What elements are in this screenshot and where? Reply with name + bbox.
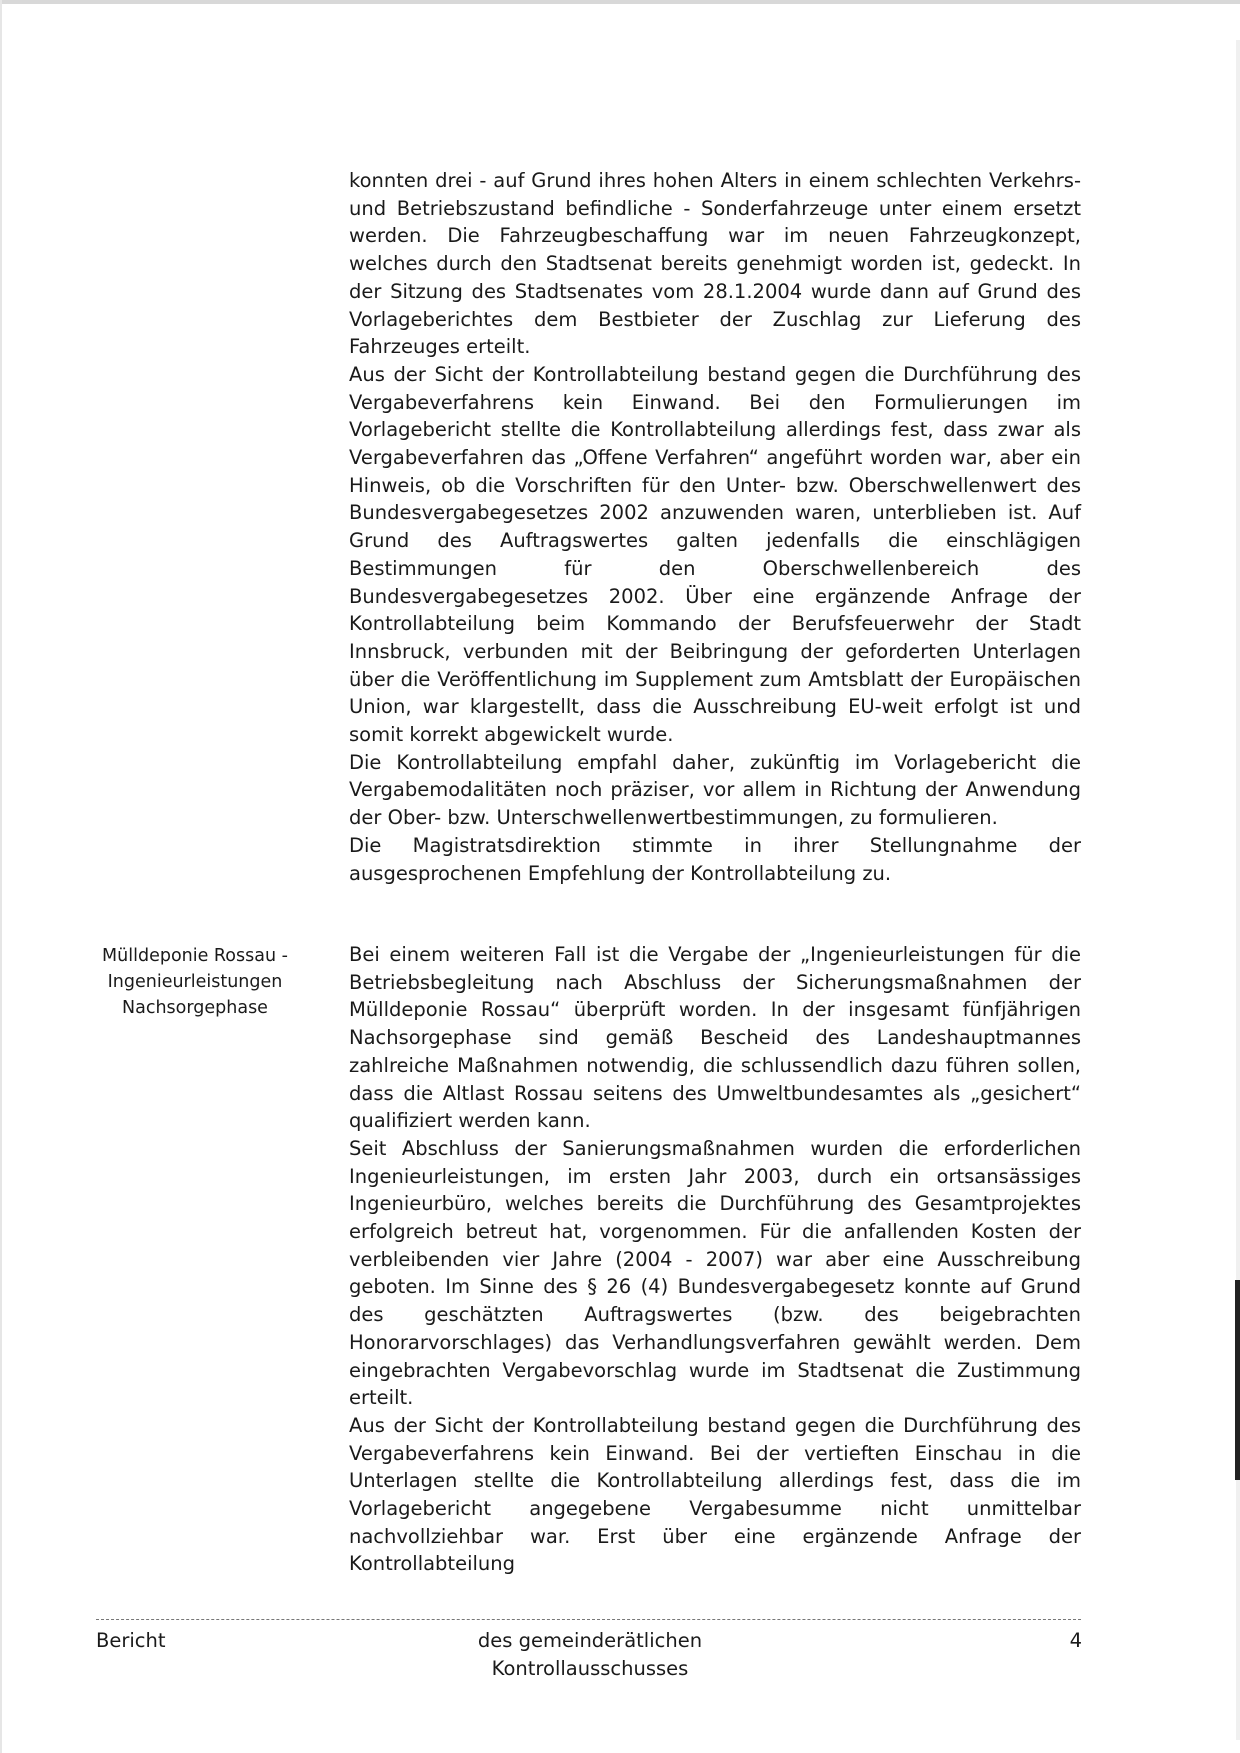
margin-heading-line: Ingenieurleistungen bbox=[107, 972, 283, 992]
paragraph: Aus der Sicht der Kontrollabteilung bestand gegen die Durchführung des Vergabeverfahrens kein Einwand. Bei der vertieften Einschau in die Unterlagen stellte die Kontrollabteilung allerdings fest, dass die im Vorlagebericht angegebene Vergabesumme nicht unmittelbar nachvollziehbar war. Erst über eine ergänzende Anfrage der Kontrollabteilung bbox=[349, 1413, 1081, 1576]
scan-edge-right bbox=[1236, 40, 1240, 1740]
footer-committee-label: des gemeinderätlichen Kontrollausschusses bbox=[477, 1629, 703, 1680]
paragraph: Die Kontrollabteilung empfahl daher, zukünftig im Vorlagebericht die Vergabemodalitäten noch präziser, vor allem in Richtung der Anwendung der Ober- bzw. Unterschwellenwertbestimmungen, zu formulieren. bbox=[349, 750, 1081, 830]
paragraph: konnten drei - auf Grund ihres hohen Alters in einem schlechten Verkehrs- und Betriebszustand befindliche - Sonderfahrzeuge unter einem ersetzt werden. Die Fahrzeugbeschaffung war im neuen Fahrzeugkonzept, welches durch den Stadtsenat bereits genehmigt worden ist, gedeckt. In der Sitzung des Stadtsenates vom 28.1.2004 wurde dann auf Grund des Vorlageberichtes dem Bestbieter der Zuschlag zur Lieferung des Fahrzeuges erteilt. bbox=[349, 169, 1081, 359]
paragraph: Seit Abschluss der Sanierungsmaßnahmen wurden die erforderlichen Ingenieurleistungen, im ersten Jahr 2003, durch ein ortsansässiges Ingenieurbüro, welches bereits die Durchführung des Gesamtprojektes erfolgreich betreut hat, vorgenommen. Für die anfallenden Kosten der verbleibenden vier Jahre (2004 - 2007) war aber eine Ausschreibung geboten. Im Sinne des § 26 (4) Bundesvergabegesetz konnte auf Grund des geschätzten Auftragswertes (bzw. des beigebrachten Honorarvorschlages) das Verhandlungsverfahren gewählt werden. Dem eingebrachten Vergabevorschlag wurde im Stadtsenat die Zustimmung erteilt. bbox=[349, 1136, 1081, 1410]
body-text-block-2 bbox=[349, 941, 1081, 1578]
scan-edge-mark bbox=[1235, 1280, 1240, 1480]
margin-heading-line: Nachsorgephase bbox=[122, 998, 268, 1018]
body-text-block-1 bbox=[349, 167, 1081, 887]
scan-edge-top bbox=[0, 0, 1240, 4]
page-number: 4 bbox=[1069, 1629, 1082, 1652]
margin-heading-line: Mülldeponie Rossau - bbox=[102, 946, 288, 966]
footer-report-label: Bericht bbox=[96, 1629, 166, 1652]
scan-edge-left bbox=[0, 0, 2, 1753]
margin-heading bbox=[90, 943, 300, 1021]
paragraph: Die Magistratsdirektion stimmte in ihrer Stellungnahme der ausgesprochenen Empfehlung der Kontrollabteilung zu. bbox=[349, 833, 1081, 885]
paragraph: Bei einem weiteren Fall ist die Vergabe der „Ingenieurleistungen für die Betriebsbegleitung nach Abschluss der Sicherungsmaßnahmen der Mülldeponie Rossau“ überprüft worden. In der insgesamt fünfjährigen Nachsorgephase sind gemäß Bescheid des Landeshauptmannes zahlreiche Maßnahmen notwendig, die schlussendlich dazu führen sollen, dass die Altlast Rossau seitens des Umweltbundesamtes als „gesichert“ qualifiziert werden kann. bbox=[349, 943, 1081, 1133]
footer-divider bbox=[96, 1619, 1081, 1620]
paragraph: Aus der Sicht der Kontrollabteilung bestand gegen die Durchführung des Vergabeverfahrens kein Einwand. Bei den Formulierungen im Vorlagebericht stellte die Kontrollabteilung allerdings fest, dass zwar als Vergabeverfahren das „Offene Verfahren“ angeführt worden war, aber ein Hinweis, ob die Vorschriften für den Unter- bzw. Oberschwellenwert des Bundesvergabegesetzes 2002 anzuwenden waren, unterblieben ist. Auf Grund des Auftragswertes galten jedenfalls die einschlägigen Bestimmungen für den Oberschwellenbereich des Bundesvergabegesetzes 2002. Über eine ergänzende Anfrage der Kontrollabteilung beim Kommando der Berufsfeuerwehr der Stadt Innsbruck, verbunden mit der Beibringung der geforderten Unterlagen über die Veröffentlichung im Supplement zum Amtsblatt der Europäischen Union, war klargestellt, dass die Ausschreibung EU-weit erfolgt ist und somit korrekt abgewickelt wurde. bbox=[349, 362, 1081, 747]
